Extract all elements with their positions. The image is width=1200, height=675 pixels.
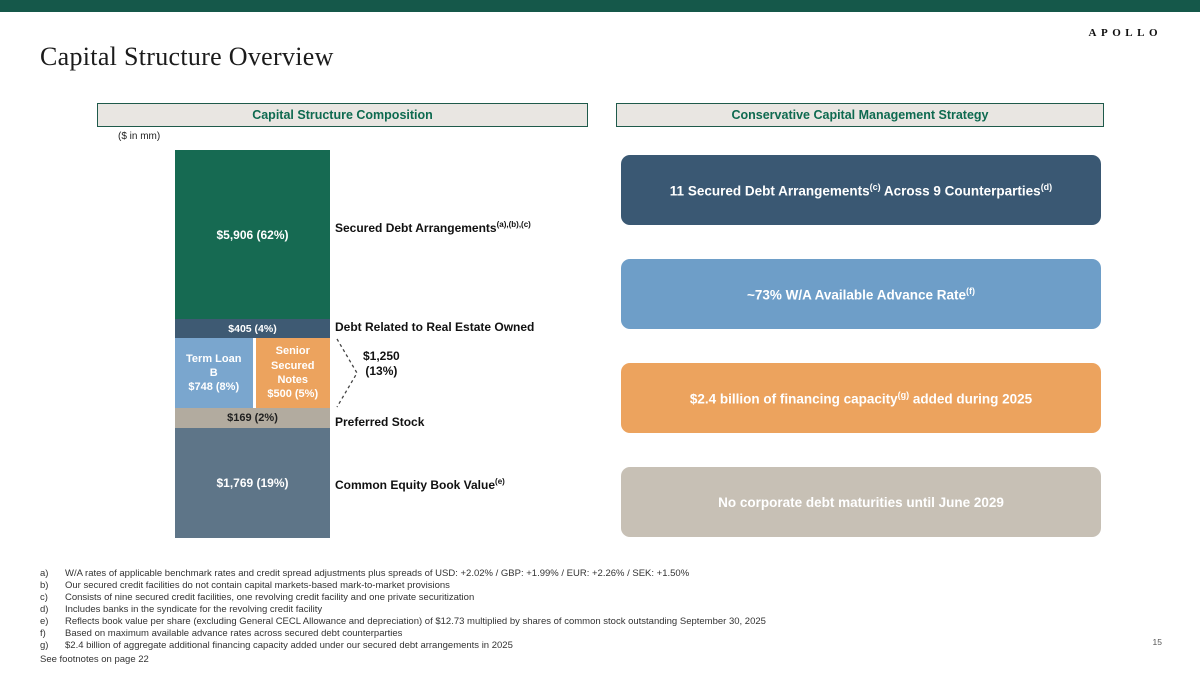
footnote-label: g): [40, 640, 49, 651]
stacked-bar: [175, 150, 330, 538]
strategy-box-secured-arrangements: [621, 155, 1101, 225]
footnote-text: $2.4 billion of aggregate additional financing capacity added under our secured debt arrangements in 2025: [65, 640, 513, 651]
footnote-row: [40, 568, 1160, 580]
label-common-equity: [335, 475, 505, 492]
label-text: Preferred Stock: [335, 415, 425, 429]
footnote-row: [40, 580, 1160, 592]
footnote-text: Consists of nine secured credit facilities, one revolving credit facility and one private securitization: [65, 592, 475, 603]
box-text-part: No corporate debt maturities until June 2029: [718, 494, 1004, 510]
label-real-estate-debt: [335, 320, 534, 334]
segment-value: $1,769 (19%): [216, 476, 289, 490]
label-corporate-debt-subtotal: [363, 349, 400, 379]
bar-segment-corporate-debt: [175, 338, 330, 408]
footnote-row: [40, 640, 1160, 652]
footnote-text: Our secured credit facilities do not contain capital markets-based mark-to-market provisions: [65, 580, 450, 591]
box-text-part: 11 Secured Debt Arrangements: [669, 183, 870, 199]
footnote-label: a): [40, 568, 49, 579]
footnote-text: W/A rates of applicable benchmark rates and credit spread adjustments plus spreads of USD: +2.02% / GBP: +1.99% / EUR: +2.26% / SEK: +1.50%: [65, 568, 690, 579]
footnote-label: b): [40, 580, 49, 591]
segment-value: $405 (4%): [228, 322, 277, 335]
box-text: [747, 286, 975, 303]
apollo-logo: APOLLO: [1088, 27, 1162, 39]
box-text-part: ~73% W/A Available Advance Rate: [747, 287, 966, 303]
bar-segment-term-loan-b: [175, 338, 253, 408]
label-preferred-stock: [335, 415, 424, 429]
footnote-text: Based on maximum available advance rates across secured debt counterparties: [65, 628, 403, 639]
bar-segment-real-estate-debt: [175, 319, 330, 338]
segment-value: $500 (5%): [267, 388, 319, 401]
label-text: Common Equity Book Value: [335, 478, 496, 492]
segment-value: $169 (2%): [227, 412, 278, 424]
footnote-text: Includes banks in the syndicate for the revolving credit facility: [65, 604, 323, 615]
label-text: Secured Debt Arrangements: [335, 221, 497, 235]
left-section-header: Capital Structure Composition: [97, 103, 588, 127]
strategy-box-debt-maturities: [621, 467, 1101, 537]
box-text: [670, 182, 1052, 199]
footnote-ref: (c): [869, 181, 881, 192]
footnote-label: e): [40, 616, 49, 627]
footnote-ref: (g): [897, 389, 910, 400]
see-footnotes-note: See footnotes on page 22: [40, 654, 149, 665]
segment-value: $5,906 (62%): [216, 227, 289, 242]
strategy-box-financing-capacity: [621, 363, 1101, 433]
footnote-row: [40, 604, 1160, 616]
box-text-part: Across 9 Counterparties: [880, 183, 1041, 199]
subtotal-percent: (13%): [365, 364, 398, 378]
footnote-label: c): [40, 592, 48, 603]
units-note: ($ in mm): [118, 131, 161, 142]
strategy-box-list: [621, 155, 1101, 571]
footnote-label: f): [40, 628, 46, 639]
footnote-ref: (f): [965, 285, 975, 296]
box-text-part: $2.4 billion of financing capacity: [689, 391, 898, 407]
segment-value: $748 (8%): [188, 381, 240, 394]
bar-segment-preferred-stock: [175, 408, 330, 428]
subtotal-value: $1,250: [363, 349, 400, 363]
accent-bar: [0, 0, 1200, 12]
box-text-part: added during 2025: [909, 391, 1033, 407]
box-text: [718, 495, 1004, 510]
capital-structure-chart: [97, 128, 597, 573]
footnote-row: [40, 592, 1160, 604]
page-title: Capital Structure Overview: [40, 42, 334, 71]
segment-name: Senior Secured Notes: [271, 345, 315, 386]
footnote-row: [40, 628, 1160, 640]
label-secured-debt: [335, 218, 531, 235]
footnote-label: d): [40, 604, 49, 615]
dashed-bracket-icon: [335, 337, 361, 409]
footnotes: [40, 568, 1160, 666]
box-text: [690, 390, 1032, 407]
bar-segment-secured-debt: [175, 150, 330, 319]
footnote-ref: (a),(b),(c): [496, 220, 531, 229]
right-section-header: Conservative Capital Management Strategy: [616, 103, 1104, 127]
page-number: 15: [1152, 637, 1162, 647]
footnote-ref: (e): [495, 477, 505, 486]
footnote-row: [40, 616, 1160, 628]
segment-name: Term Loan B: [186, 352, 242, 379]
footnote-ref: (d): [1040, 181, 1053, 192]
label-text: Debt Related to Real Estate Owned: [335, 320, 535, 334]
strategy-box-advance-rate: [621, 259, 1101, 329]
bar-segment-senior-secured-notes: [253, 338, 331, 408]
bar-segment-common-equity: [175, 428, 330, 538]
footnote-text: Reflects book value per share (excluding General CECL Allowance and depreciation) of $12.73 multiplied by shares of common stock outstanding September 30, 2025: [65, 616, 766, 627]
